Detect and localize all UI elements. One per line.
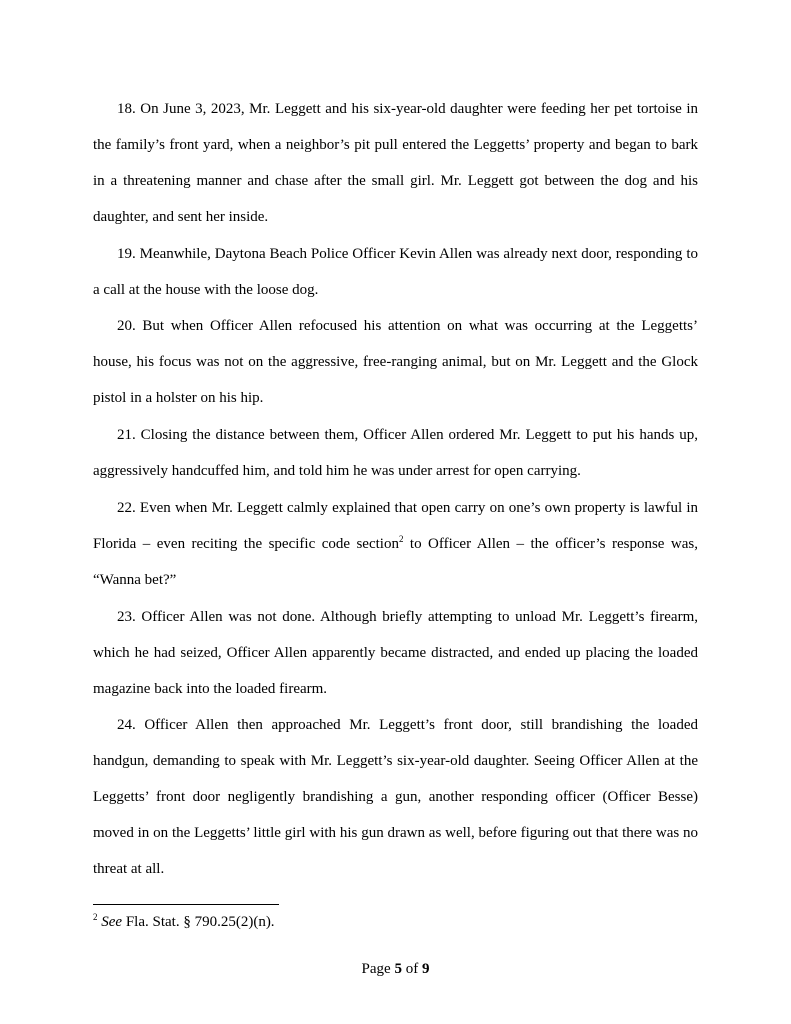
paragraph-23: 23. Officer Allen was not done. Although briefly attempting to unload Mr. Leggett’s firearm, which he had seized, Officer Allen apparently became distracted, and ended up placing the loaded magazine back into the loaded firearm. bbox=[93, 608, 698, 697]
paragraph-22-text-after: to Officer Allen – the officer’s response was, “Wanna bet?” bbox=[93, 535, 699, 588]
paragraph-22-text-before: 22. Even when Mr. Leggett calmly explained that open carry on one’s own property is lawful in Florida – even reciting the specific code section bbox=[93, 499, 698, 552]
footnote-separator bbox=[93, 904, 279, 905]
footnote-signal: See bbox=[101, 914, 123, 930]
paragraph-18: 18. On June 3, 2023, Mr. Leggett and his six-year-old daughter were feeding her pet tortoise in the family’s front yard, when a neighbor’s pit pull entered the Leggetts’ property and began to bark in a threatening manner and chase after the small girl. Mr. Leggett got between the dog and his daughter, and sent her inside. bbox=[93, 101, 698, 225]
paragraph-20: 20. But when Officer Allen refocused his attention on what was occurring at the Leggetts’ house, his focus was not on the aggressive, free-ranging animal, but on Mr. Leggett and the Glock pistol in a holster on his hip. bbox=[93, 318, 698, 407]
paragraph-21: 21. Closing the distance between them, Officer Allen ordered Mr. Leggett to put his hands up, aggressively handcuffed him, and told him he was under arrest for open carrying. bbox=[93, 427, 698, 480]
body-text bbox=[93, 92, 698, 889]
paragraph-24: 24. Officer Allen then approached Mr. Leggett’s front door, still brandishing the loaded handgun, demanding to speak with Mr. Leggett’s six-year-old daughter. Seeing Officer Allen at the Leggetts’ front door negligently brandishing a gun, another responding officer (Officer Besse) moved in on the Leggetts’ little girl with his gun drawn as well, before figuring out that there was no threat at all. bbox=[93, 717, 698, 878]
footnote-number: 2 bbox=[93, 912, 98, 922]
paragraph-19: 19. Meanwhile, Daytona Beach Police Officer Kevin Allen was already next door, responding to a call at the house with the loose dog. bbox=[93, 245, 698, 298]
paragraph-22 bbox=[93, 491, 698, 599]
footnote bbox=[93, 912, 275, 932]
footnote-reference[interactable]: 2 bbox=[398, 533, 404, 544]
footnote-text: Fla. Stat. § 790.25(2)(n). bbox=[122, 914, 275, 930]
page-number-total: 9 bbox=[421, 961, 430, 977]
page-number bbox=[0, 959, 791, 979]
page-number-prefix: Page bbox=[361, 961, 395, 977]
page-number-current: 5 bbox=[394, 961, 402, 977]
page-number-middle: of bbox=[401, 961, 422, 977]
